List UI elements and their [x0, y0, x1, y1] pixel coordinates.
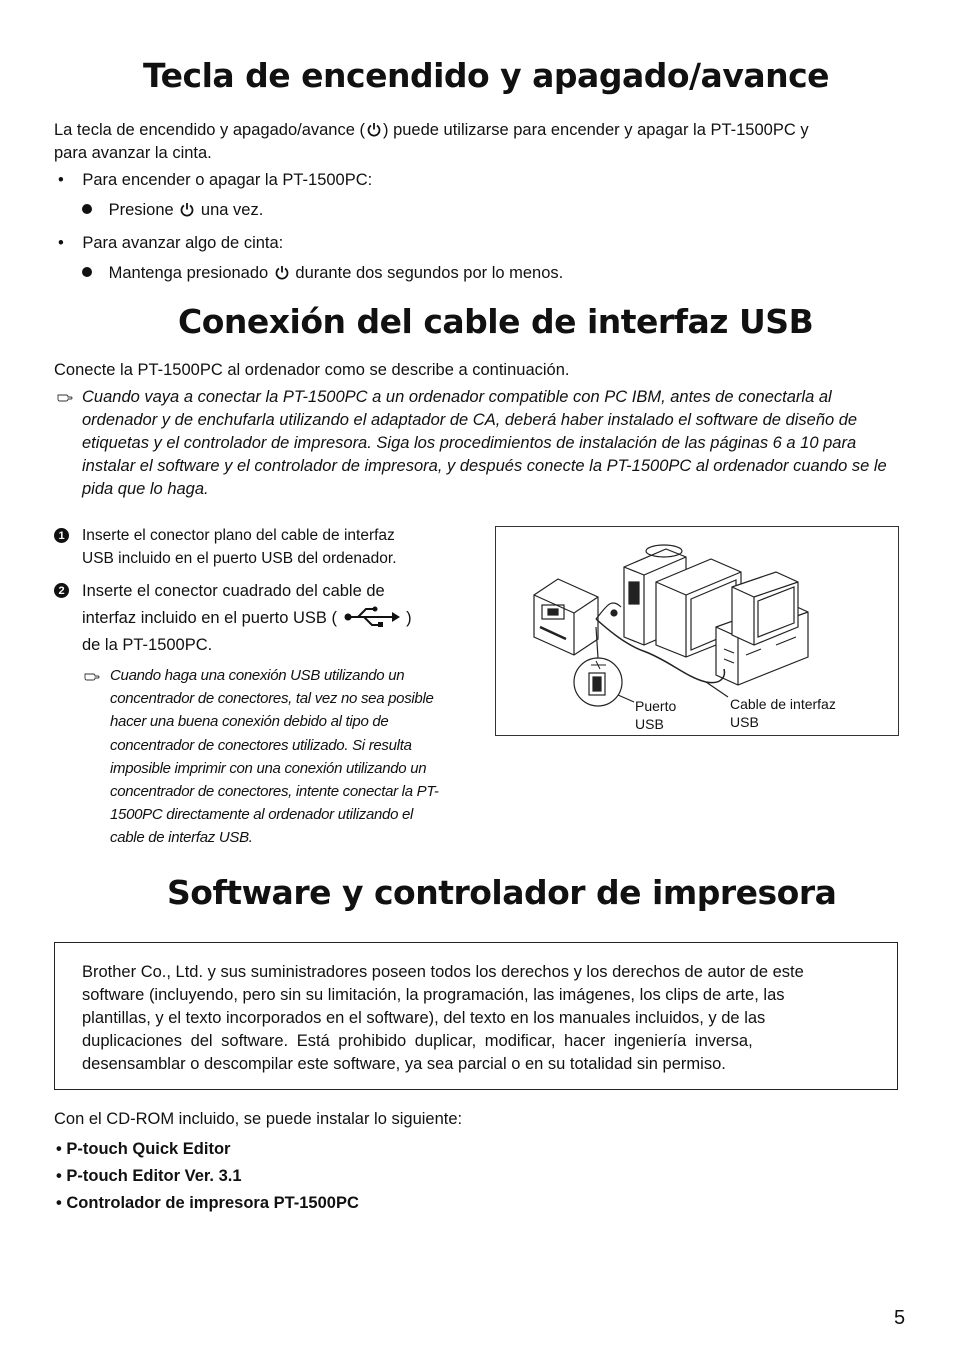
copyright-text: Brother Co., Ltd. y sus suministradores poseen todos los derechos y los derechos de autor de este software (incluyendo, pero sin su limitación, la programación, las imágenes, los clips de arte, las plantillas, y el texto incorporados en el software), del texto en los manuales incluidos, y de las duplicaciones del software. Está prohibido duplicar, modificar, hacer ingeniería inversa, desensamblar o descompilar este software, ya sea parcial o en su totalidad sin permiso.	[82, 963, 804, 1073]
power-icon	[367, 122, 381, 137]
step-1-text: Inserte el conector plano del cable de interfaz USB incluido en el puerto USB del ordenador.	[82, 527, 397, 567]
list-item: • P-touch Quick Editor	[56, 1140, 231, 1158]
bullet-dot	[82, 204, 92, 214]
list-item: • Controlador de impresora PT-1500PC	[56, 1194, 359, 1212]
note-hand-icon	[84, 670, 100, 682]
usb-icon	[342, 606, 402, 628]
step-number-2: 2	[54, 583, 69, 598]
sub-bullet-press-once: Presione una vez.	[82, 199, 263, 222]
sub-bullet-hold-two-seconds: Mantenga presionado durante dos segundos por lo menos.	[82, 262, 563, 285]
software-list	[56, 1136, 359, 1217]
usb-connection-figure	[495, 526, 899, 736]
power-icon	[180, 202, 194, 217]
usb-intro: Conecte la PT-1500PC al ordenador como se describe a continuación.	[54, 361, 570, 379]
copyright-notice-box	[54, 942, 898, 1090]
bullet-dot	[82, 267, 92, 277]
note-hand-icon	[57, 391, 73, 403]
power-key-intro: La tecla de encendido y apagado/avance ( ) puede utilizarse para encender y apagar la PT-1500PC y para avanzar la cinta.	[54, 121, 809, 162]
label-usb-cable: Cable de interfaz USB	[730, 696, 836, 730]
power-icon	[275, 265, 289, 280]
step-number-1: 1	[54, 528, 69, 543]
bullet-feed-tape: • Para avanzar algo de cinta:	[58, 234, 284, 252]
section-title-software-driver: Software y controlador de impresora	[167, 873, 837, 912]
usb-connection-illustration	[496, 527, 898, 735]
bullet-power-on-off: • Para encender o apagar la PT-1500PC:	[58, 171, 373, 189]
label-usb-port: Puerto USB	[635, 698, 677, 732]
section-title-power-key: Tecla de encendido y apagado/avance	[143, 56, 830, 95]
page-number: 5	[894, 1307, 906, 1329]
usb-note: Cuando vaya a conectar la PT-1500PC a un ordenador compatible con PC IBM, antes de conectarla al ordenador y de enchufarla utilizando el adaptador de CA, deberá haber instalado el software de diseño de etiquetas y el controlador de impresora. Siga los procedimientos de instalación de las páginas 6 a 10 para instalar el software y el controlador de impresora, y después conecte la PT-1500PC al ordenador cuando se le pida que lo haga.	[82, 388, 887, 498]
cd-rom-intro: Con el CD-ROM incluido, se puede instalar lo siguiente:	[54, 1110, 463, 1128]
list-item: • P-touch Editor Ver. 3.1	[56, 1167, 242, 1185]
step-2-text: Inserte el conector cuadrado del cable de interfaz incluido en el puerto USB ( ) de la PT-1500PC.	[82, 582, 412, 654]
step-2-note: Cuando haga una conexión USB utilizando un concentrador de conectores, tal vez no sea posible hacer una buena conexión debido al tipo de concentrador de conectores utilizado. Si resulta imposible imprimir con una conexión utilizando un concentrador de conectores, intente conectar la PT- 1500PC directamente al ordenador utilizando el cable de interfaz USB.	[110, 667, 439, 847]
section-title-usb-connection: Conexión del cable de interfaz USB	[178, 302, 814, 341]
